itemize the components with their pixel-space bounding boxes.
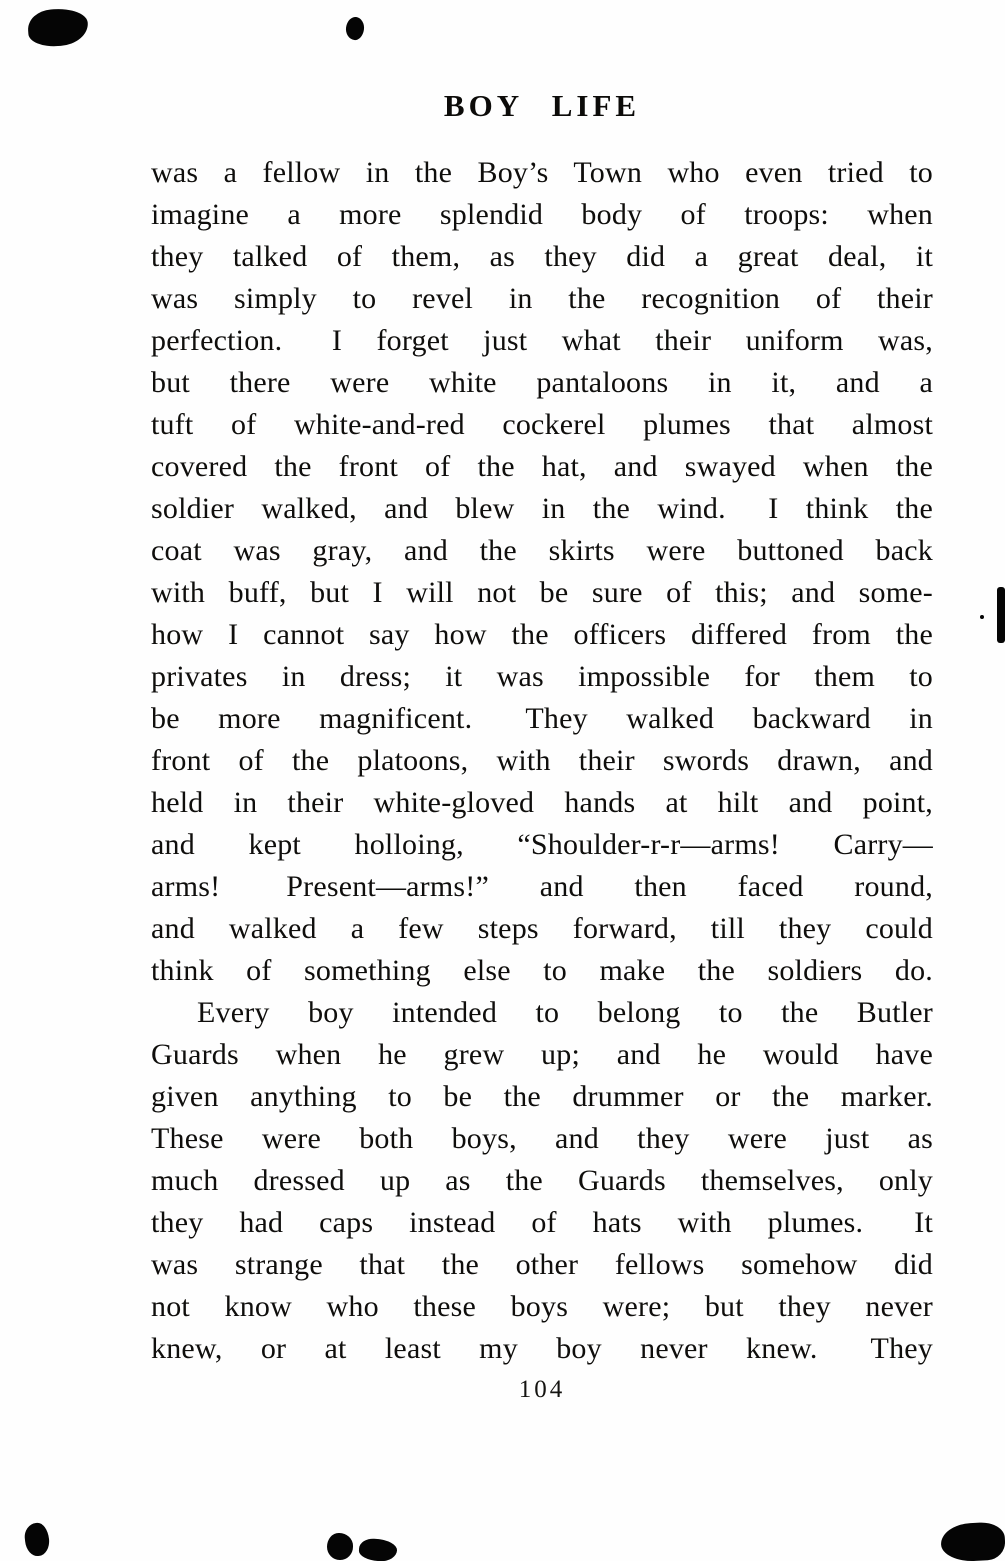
text-line: Every boy intended to belong to the Butler <box>197 996 933 1029</box>
text-line: front of the platoons, with their swords drawn, and <box>151 744 933 777</box>
ink-blot-bottom-center-2 <box>358 1538 397 1561</box>
text-line: think of something else to make the soldiers do. <box>151 954 933 987</box>
text-line: knew, or at least my boy never knew. They <box>151 1332 933 1365</box>
text-line: Guards when he grew up; and he would have <box>151 1038 933 1071</box>
ink-blot-bottom-left <box>23 1522 50 1557</box>
text-line: imagine a more splendid body of troops: when <box>151 198 933 231</box>
text-line: coat was gray, and the skirts were buttoned back <box>151 534 933 567</box>
text-line: much dressed up as the Guards themselves, only <box>151 1164 933 1197</box>
text-line: tuft of white-and-red cockerel plumes that almost <box>151 408 933 441</box>
text-line: was strange that the other fellows somehow did <box>151 1248 933 1281</box>
text-line: given anything to be the drummer or the marker. <box>151 1080 933 1113</box>
text-line: they talked of them, as they did a great deal, it <box>151 240 933 273</box>
text-line: held in their white-gloved hands at hilt and point, <box>151 786 933 819</box>
text-line: was simply to revel in the recognition of their <box>151 282 933 315</box>
page-header: BOY LIFE <box>443 88 641 123</box>
text-line: but there were white pantaloons in it, and a <box>151 366 933 399</box>
text-line: and kept holloing, “Shoulder-r-r—arms! Carry— <box>151 828 933 861</box>
text-line: be more magnificent. They walked backward in <box>151 702 933 735</box>
ink-speck-right-margin <box>980 615 984 619</box>
text-line: arms! Present—arms!” and then faced round, <box>151 870 933 903</box>
text-line: not know who these boys were; but they never <box>151 1290 933 1323</box>
text-line: covered the front of the hat, and swayed when the <box>151 450 933 483</box>
ink-blot-top-left <box>27 7 89 48</box>
page-number: 104 <box>518 1376 566 1403</box>
body-text <box>151 152 933 1370</box>
text-line: privates in dress; it was impossible for them to <box>151 660 933 693</box>
scan-mark-right-edge <box>997 587 1005 643</box>
text-line: perfection. I forget just what their uniform was, <box>151 324 933 357</box>
text-line: they had caps instead of hats with plumes. It <box>151 1206 933 1239</box>
text-line: These were both boys, and they were just as <box>151 1122 933 1155</box>
ink-blot-bottom-center-1 <box>327 1533 353 1560</box>
text-line: how I cannot say how the officers differed from the <box>151 618 933 651</box>
text-line: and walked a few steps forward, till they could <box>151 912 933 945</box>
text-line: with buff, but I will not be sure of this; and some- <box>151 576 933 609</box>
text-line: soldier walked, and blew in the wind. I think the <box>151 492 933 525</box>
ink-blot-bottom-right <box>940 1521 1005 1561</box>
text-line: was a fellow in the Boy’s Town who even tried to <box>151 156 933 189</box>
ink-blot-top-middle <box>344 16 365 41</box>
